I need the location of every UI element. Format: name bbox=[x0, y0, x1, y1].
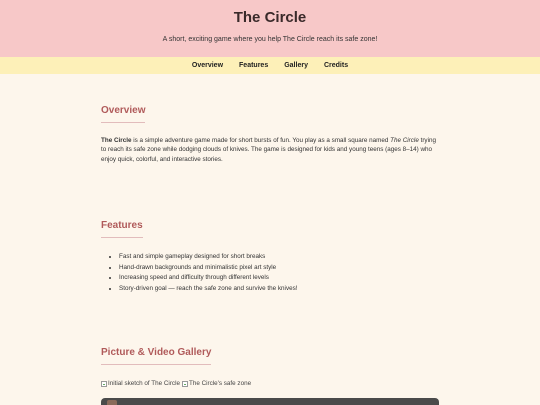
broken-image-icon bbox=[101, 381, 107, 387]
overview-heading: Overview bbox=[101, 105, 145, 123]
feature-item: • Story-driven goal — reach the safe zone and survive the knives! bbox=[119, 284, 439, 295]
broken-image-icon bbox=[182, 381, 188, 387]
features-heading: Features bbox=[101, 220, 143, 238]
features-section bbox=[101, 215, 439, 294]
nav-link-features[interactable]: Features bbox=[239, 62, 269, 69]
main-nav bbox=[0, 57, 540, 74]
feature-item: • Hand-drawn backgrounds and minimalistic pixel art style bbox=[119, 263, 439, 274]
site-header bbox=[0, 0, 540, 57]
gallery-image-sketch bbox=[101, 380, 180, 387]
image-alt-text: The Circle's safe zone bbox=[188, 380, 252, 387]
nav-link-gallery[interactable]: Gallery bbox=[284, 62, 308, 69]
overview-section bbox=[101, 100, 439, 164]
gallery-section bbox=[101, 342, 439, 387]
feature-item: • Fast and simple gameplay designed for short breaks bbox=[119, 252, 439, 263]
overview-paragraph bbox=[101, 136, 439, 164]
feature-item: • Increasing speed and difficulty through different levels bbox=[119, 273, 439, 284]
video-thumbnail bbox=[107, 400, 117, 405]
gallery-images bbox=[101, 380, 439, 387]
nav-link-overview[interactable]: Overview bbox=[191, 62, 224, 69]
game-name-strong: The Circle bbox=[101, 137, 132, 144]
overview-text-2: trying to reach its safe zone while dodging clouds of knives. The game is designed for kids and young teens (ages 8–14) who enjoy quick, colorful, and interactive stories. bbox=[101, 137, 436, 163]
features-list bbox=[101, 252, 439, 294]
overview-text-1: is a simple adventure game made for short bursts of fun. You play as a small square named bbox=[131, 137, 391, 144]
gallery-video-player[interactable] bbox=[101, 398, 439, 405]
gallery-image-safe-zone bbox=[182, 380, 251, 387]
nav-link-credits[interactable]: Credits bbox=[323, 62, 349, 69]
site-tagline: A short, exciting game where you help The Circle reach its safe zone! bbox=[162, 36, 378, 43]
game-name-em: The Circle bbox=[390, 137, 419, 144]
image-alt-text: Initial sketch of The Circle bbox=[108, 380, 180, 387]
site-title: The Circle bbox=[233, 9, 307, 26]
gallery-heading: Picture & Video Gallery bbox=[101, 347, 211, 365]
